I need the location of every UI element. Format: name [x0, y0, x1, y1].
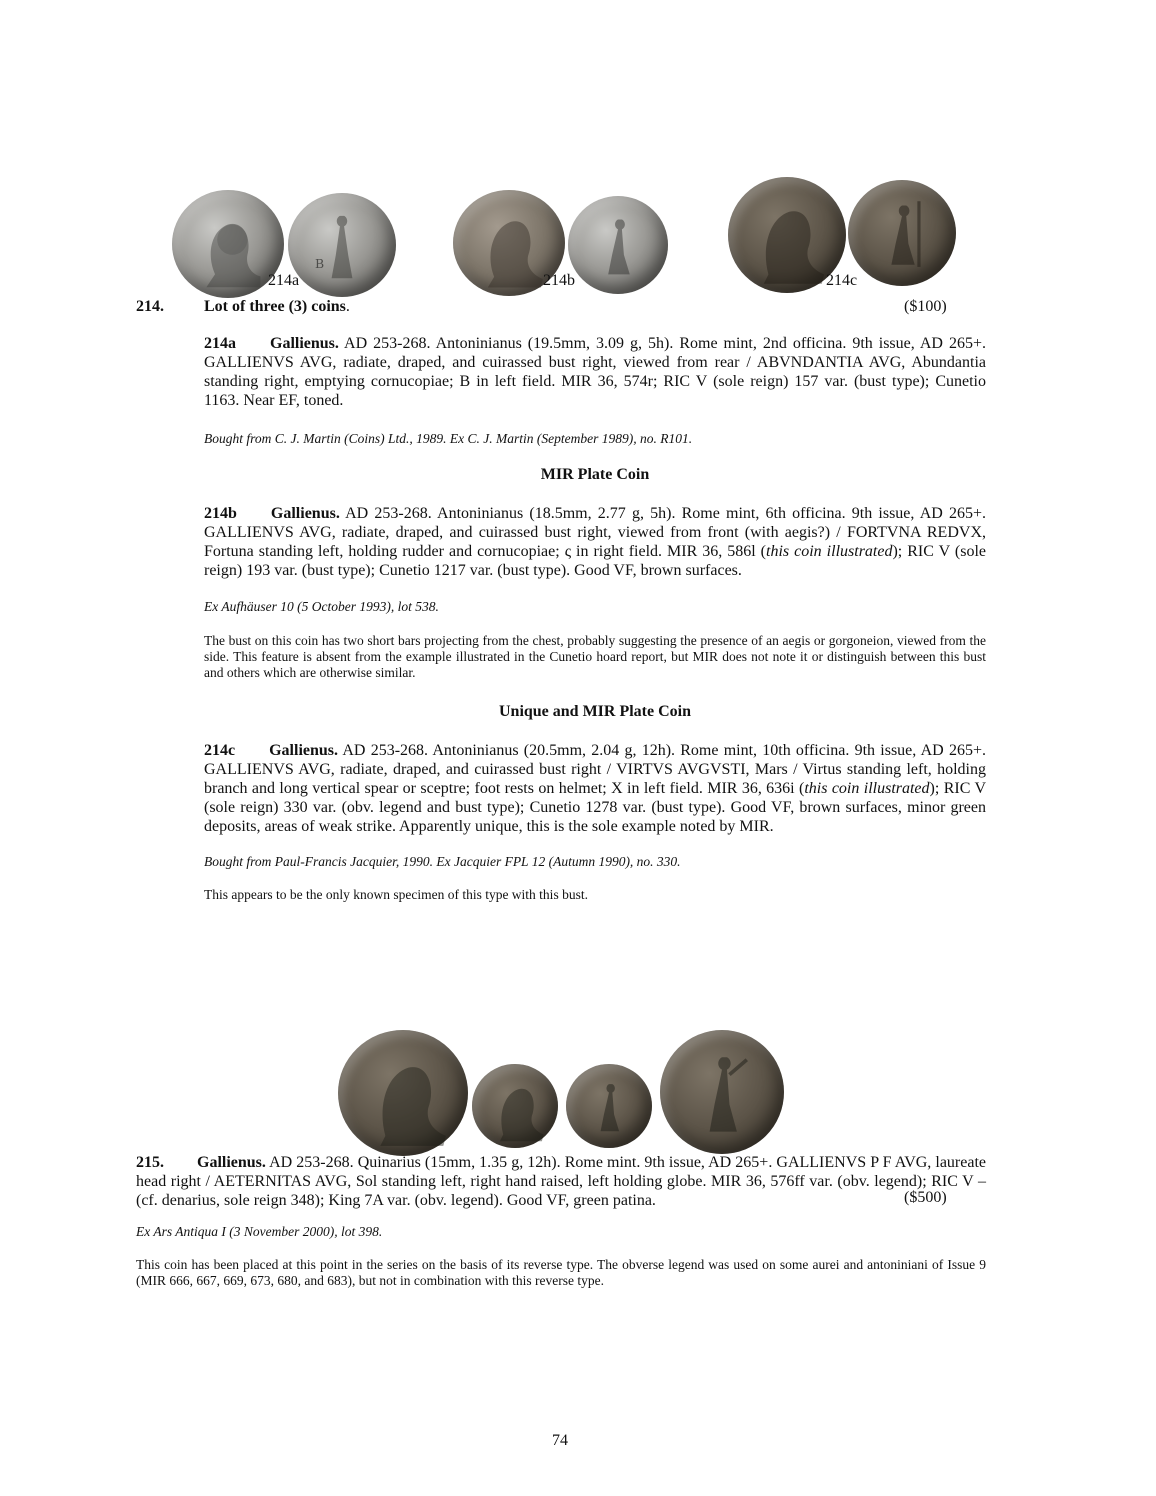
heading-unique-mir-plate-coin: Unique and MIR Plate Coin: [498, 703, 692, 720]
description-text-214c-italic: this coin illustrated: [804, 780, 930, 797]
coin-215-obverse-large: [338, 1030, 468, 1156]
lot-number-214: 214.: [136, 298, 164, 315]
coin-id-214a: 214a: [204, 335, 236, 352]
coin-label-214b: 214b: [543, 272, 575, 289]
lot-title-214-text: Lot of three (3) coins: [204, 298, 346, 315]
heading-mir-plate-coin: MIR Plate Coin: [540, 466, 650, 483]
provenance-214b: Ex Aufhäuser 10 (5 October 1993), lot 538.: [204, 599, 439, 614]
provenance-214c: Bought from Paul-Francis Jacquier, 1990. Ex Jacquier FPL 12 (Autumn 1990), no. 330.: [204, 854, 681, 869]
coin-214b-reverse: [568, 196, 668, 294]
coin-label-214a: 214a: [268, 272, 300, 289]
note-214b: The bust on this coin has two short bars projecting from the chest, probably suggesting the presence of an aegis or gorgoneion, viewed from the side. This feature is absent from the example illustrated in the Cunetio hoard report, but MIR does not note it or distinguish between this bust and others which are otherwise similar.: [204, 633, 986, 680]
coin-215-reverse-small: [566, 1064, 652, 1148]
ruler-name-214b: Gallienus.: [270, 505, 340, 522]
ruler-name-214c: Gallienus.: [269, 742, 339, 759]
lot-title-214: [204, 298, 350, 316]
lot-number-215: 215.: [136, 1154, 164, 1171]
svg-text:B: B: [314, 255, 325, 271]
description-214a: [204, 334, 986, 410]
coin-id-214b: 214b: [204, 505, 237, 522]
ruler-name-215: Gallienus.: [197, 1154, 266, 1171]
description-text-214c-1: AD 253-268. Antoninianus (20.5mm, 2.04 g, 12h). Rome mint, 10th officina. 9th issue, AD 265+. GALLIENVS AVG, radiate, draped, and cuirassed bust right / VIRTVS AVGVSTI, Mars / Virtus standing left, holding branch and long vertical spear or sceptre; foot rests on helmet; X in left field. MIR 36, 636i (: [204, 742, 986, 797]
ruler-name-214a: Gallienus.: [270, 335, 339, 352]
description-text-214c-2: ); RIC V (sole reign) 330 var. (obv. legend and bust type); Cunetio 1278 var. (bust type). Good VF, brown surfaces, minor green deposits, areas of weak strike. Apparently unique, this is the sole example noted by MIR.: [204, 780, 987, 835]
page-number: 74: [552, 1432, 568, 1449]
provenance-214a: Bought from C. J. Martin (Coins) Ltd., 1989. Ex C. J. Martin (September 1989), no. R101.: [204, 431, 693, 446]
coin-215-obverse-small: [472, 1064, 558, 1148]
description-215: [136, 1153, 986, 1210]
description-text-215: AD 253-268. Quinarius (15mm, 1.35 g, 12h). Rome mint. 9th issue, AD 265+. GALLIENVS P F AVG, laureate head right / AETERNITAS AVG, Sol standing left, right hand raised, left holding globe. MIR 36, 576ff var. (obv. legend); RIC V – (cf. denarius, sole reign 348); King 7A var. (obv. legend). Good VF, green patina.: [136, 1154, 986, 1209]
note-214c: This appears to be the only known specimen of this type with this bust.: [204, 887, 588, 902]
coin-215-reverse-large: [660, 1030, 784, 1154]
estimate-215: ($500): [904, 1189, 947, 1206]
coin-214c-reverse: [848, 180, 956, 286]
coin-id-214c: 214c: [204, 742, 236, 759]
coin-214a-reverse: [288, 193, 396, 297]
provenance-215: Ex Ars Antiqua I (3 November 2000), lot 398.: [136, 1224, 383, 1239]
description-214b: [204, 504, 986, 580]
note-215: This coin has been placed at this point in the series on the basis of its reverse type. The obverse legend was used on some aurei and antoniniani of Issue 9 (MIR 666, 667, 669, 673, 680, and 683), but not in combination with this reverse type.: [136, 1257, 986, 1288]
description-text-214b-italic: this coin illustrated: [766, 543, 893, 560]
description-214c: [204, 741, 986, 836]
description-text-214a: AD 253-268. Antoninianus (19.5mm, 3.09 g, 5h). Rome mint, 2nd officina. 9th issue, AD 265+. GALLIENVS AVG, radiate, draped, and cuirassed bust right, viewed from rear / ABVNDANTIA AVG, Abundantia standing right, emptying cornucopiae; B in left field. MIR 36, 574r; RIC V (sole reign) 157 var. (bust type); Cunetio 1163. Near EF, toned.: [204, 335, 987, 409]
estimate-214: ($100): [904, 298, 947, 315]
coin-label-214c: 214c: [826, 272, 858, 289]
description-text-214b-2: ); RIC V (sole reign) 193 var. (bust type); Cunetio 1217 var. (bust type). Good VF, brown surfaces.: [204, 543, 986, 579]
lot-title-214-period: .: [345, 298, 350, 315]
description-text-214b-1: AD 253-268. Antoninianus (18.5mm, 2.77 g, 5h). Rome mint, 6th officina. 9th issue, AD 265+. GALLIENVS AVG, radiate, draped, and cuirassed bust right, viewed from front (with aegis?) / FORTVNA REDVX, Fortuna standing left, holding rudder and cornucopiae; ς in right field. MIR 36, 586l (: [204, 505, 986, 560]
